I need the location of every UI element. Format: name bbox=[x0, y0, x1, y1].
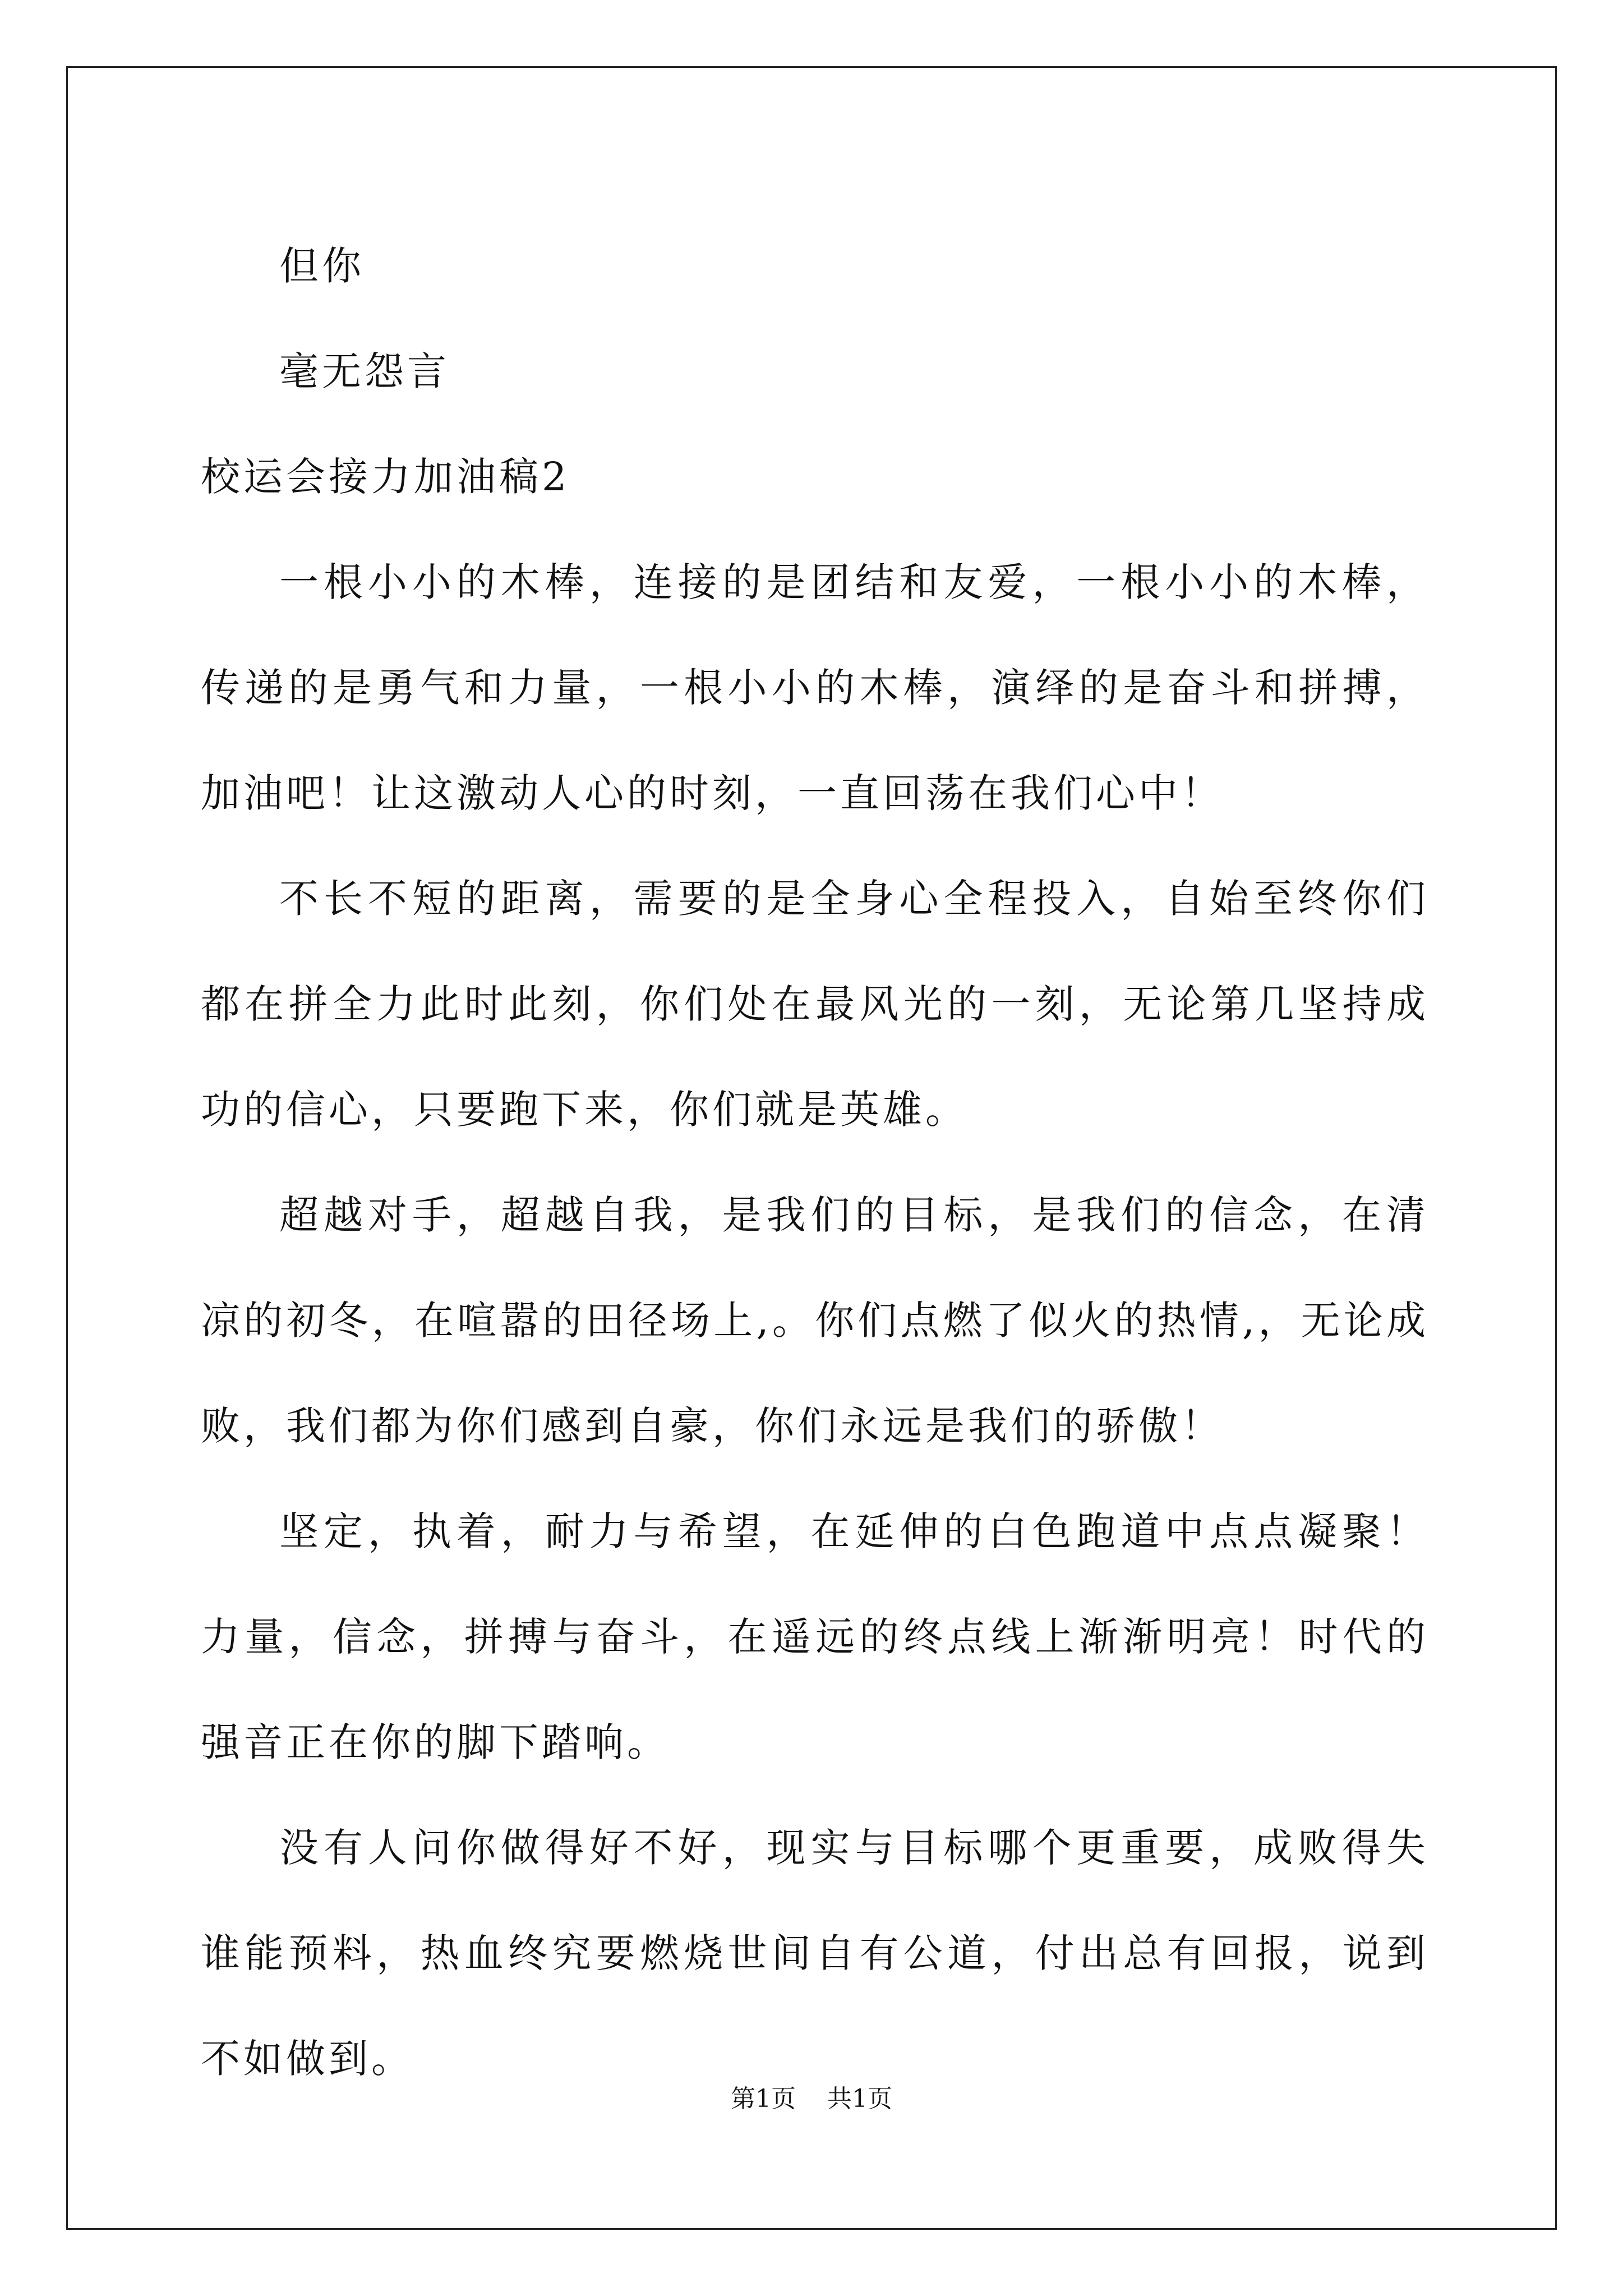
paragraph: 超越对手，超越自我，是我们的目标，是我们的信念，在清凉的初冬，在喧嚣的田径场上,。你们点燃了似火的热情,，无论成败，我们都为你们感到自豪，你们永远是我们的骄傲！ bbox=[201, 1192, 1429, 1449]
section-heading: 校运会接力加油稿2 bbox=[201, 454, 570, 500]
paragraph: 毫无怨言 bbox=[279, 348, 450, 394]
page-footer bbox=[0, 2082, 1623, 2116]
paragraph: 没有人问你做得好不好，现实与目标哪个更重要，成败得失谁能预料，热血终究要燃烧世间自有公道，付出总有回报，说到不如做到。 bbox=[201, 1825, 1429, 2082]
paragraph: 但你 bbox=[279, 243, 365, 289]
paragraph: 一根小小的木棒，连接的是团结和友爱，一根小小的木棒，传递的是勇气和力量，一根小小的木棒，演绎的是奋斗和拼搏，加油吧！让这激动人心的时刻，一直回荡在我们心中！ bbox=[201, 559, 1429, 816]
paragraph: 不长不短的距离，需要的是全身心全程投入，自始至终你们都在拼全力此时此刻，你们处在最风光的一刻，无论第几坚持成功的信心，只要跑下来，你们就是英雄。 bbox=[201, 876, 1429, 1133]
page-number: 第1页 bbox=[731, 2085, 796, 2113]
paragraph: 坚定，执着，耐力与希望，在延伸的白色跑道中点点凝聚！力量，信念，拼搏与奋斗，在遥远的终点线上渐渐明亮！时代的强音正在你的脚下踏响。 bbox=[201, 1508, 1429, 1765]
page-total: 共1页 bbox=[827, 2085, 892, 2113]
document-body bbox=[201, 213, 1429, 2111]
